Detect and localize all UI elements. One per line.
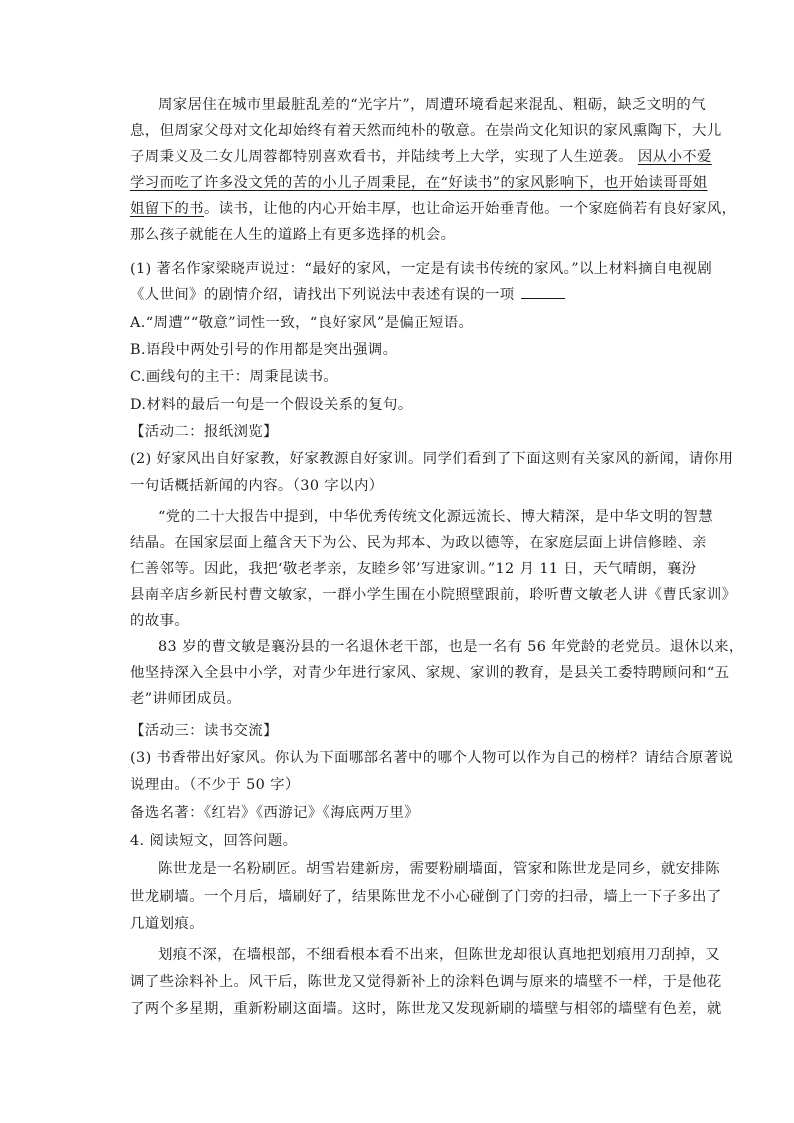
option-d: D.材料的最后一句是一个假设关系的复句。 [130,397,413,413]
news-line-7: 他坚持深入全县中小学，对青少年进行家风、家规、家训的教育，是县关工委特聘顾问和“五 [130,665,730,681]
question-2-line-2: 一句话概括新闻的内容。（30 字以内） [130,478,384,494]
story-line-5: 调了些涂料补上。风干后，陈世龙又觉得新补上的涂料色调与原来的墙壁不一样，于是他花 [130,974,722,990]
question-2-line-1: (2) 好家风出自好家教，好家教源自好家训。同学们看到了下面这则有关家风的新闻，请你用 [130,451,734,467]
story-line-3: 几道划痕。 [130,916,204,932]
paragraph-line-2: 息，但周家父母对文化却始终有着天然而纯朴的敬意。在崇尚文化知识的家风熏陶下，大儿 [130,123,722,139]
question-3-line-2: 说理由。（不少于 50 字） [130,777,300,793]
story-line-6: 了两个多星期，重新粉刷这面墙。这时，陈世龙又发现新刷的墙壁与相邻的墙壁有色差，就 [130,1001,722,1017]
paragraph-line-3: 子周秉义及二女儿周蓉都特别喜欢看书，并陆续考上大学，实现了人生逆袭。 因从小不爱 [130,149,712,165]
paragraph-line-6: 那么孩子就能在人生的道路上有更多选择的机会。 [130,227,456,243]
news-line-3: 仁善邻等。因此，我把‘敬老孝亲，友睦乡邻’写进家训。”12 月 11 日，天气晴朗，襄汾 [130,561,697,577]
paragraph-line-4 [130,170,708,196]
option-c: C.画线句的主干：周秉昆读书。 [130,369,339,385]
answer-blank[interactable] [521,284,565,299]
question-3-line-1: (3) 书香带出好家风。你认为下面哪部名著中的哪个人物可以作为自己的榜样？请结合原著说 [130,750,734,766]
option-b: B.语段中两处引号的作用都是突出强调。 [130,342,398,358]
story-line-4: 划痕不深，在墙根部，不细看根本看不出来，但陈世龙却很认真地把划痕用刀刮掉，又 [158,947,721,963]
story-line-1: 陈世龙是一名粉刷匠。胡雪岩建新房，需要粉刷墙面，管家和陈世龙是同乡，就安排陈 [158,861,721,877]
activity-2-heading: 【活动二：报纸浏览】 [130,424,278,440]
book-options: 备选名著：《红岩》《西游记》《海底两万里》 [130,805,420,821]
news-line-2: 结晶。在国家层面上蕴含天下为公、民为邦本、为政以德等，在家庭层面上讲信修睦、亲 [130,535,707,551]
news-line-5: 的故事。 [130,613,190,629]
underlined-sentence-part-2: 学习而吃了许多没文凭的苦的小儿子周秉昆，在“好读书”的家风影响下，也开始读哥哥姐 [130,175,708,191]
question-4-heading: 4. 阅读短文，回答问题。 [130,833,298,849]
question-1-line-2: 《人世间》的剧情介绍，请找出下列说法中表述有误的一项 [130,282,690,308]
paragraph-line-5: 姐留下的书。读书，让他的内心开始丰厚，也让命运开始垂青他。一个家庭倘若有良好家风， [130,201,737,217]
news-line-4: 县南辛店乡新民村曹文敏家，一群小学生围在小院照壁跟前，聆听曹文敏老人讲《曹氏家训》 [130,587,737,603]
news-line-6: 83 岁的曹文敏是襄汾县的一名退休老干部，也是一名有 56 年党龄的老党员。退休以来， [158,639,744,655]
story-line-2: 世龙刷墙。一个月后，墙刷好了，结果陈世龙不小心碰倒了门旁的扫帚，墙上一下子多出了 [130,889,722,905]
option-a: A.“周遭”“敬意”词性一致，“良好家风”是偏正短语。 [130,315,474,331]
news-line-8: 老”讲师团成员。 [130,691,242,707]
activity-3-heading: 【活动三：读书交流】 [130,723,278,739]
underlined-sentence-part-3: 姐留下的书 [130,201,204,217]
news-line-1: “党的二十大报告中提到，中华优秀传统文化源远流长、博大精深，是中华文明的智慧 [158,509,714,525]
paragraph-line-1: 周家居住在城市里最脏乱差的“光字片”，周遭环境看起来混乱、粗砺，缺乏文明的气 [158,97,706,113]
question-1-line-1: (1) 著名作家梁晓声说过：“最好的家风，一定是有读书传统的家风。”以上材料摘自电视剧 [130,261,713,277]
underlined-sentence-part-1: 因从小不爱 [637,149,712,165]
